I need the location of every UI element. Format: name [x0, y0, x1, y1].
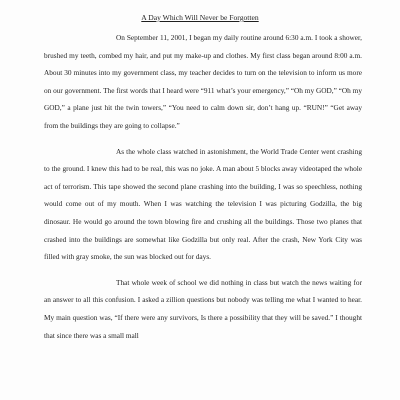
paragraph-1: On September 11, 2001, I began my daily routine around 6:30 a.m. I took a shower, brushed my teeth, combed my hair, and put my make-up and clothes. My first class began around 8:00 a.m. About 30 minutes into my government class, my teacher decides to turn on the television to inform us more on our government. The first words that I heard were “911 what’s your emergency,” “Oh my GOD,” “Oh my GOD,” a plane just hit the twin towers,” “You need to calm down sir, don’t hang up. “RUN!” “Get away from the buildings they are going to collapse.”	[44, 33, 362, 130]
document-title-text: A Day Which Will Never be Forgotten	[141, 13, 259, 22]
paragraph-3: That whole week of school we did nothing in class but watch the news waiting for an answer to all this confusion. I asked a zillion questions but nobody was telling me what I wanted to hear. My main question was, “If there were any survivors, Is there a possibility that they will be saved.” I thought that since there was a small mall	[44, 277, 362, 340]
paragraph-2: As the whole class watched in astonishment, the World Trade Center went crashing to the ground. I knew this had to be real, this was no joke. A man about 5 blocks away videotaped the whole act of terrorism. This tape showed the second plane crashing into the building, I was so speechless, nothing would come out of my mouth. When I was watching the television I was picturing Godzilla, the big dinosaur. He would go around the town blowing fire and crushing all the buildings. Those two planes that crashed into the buildings are somewhat like Godzilla but only real. After the crash, New York City was filled with gray smoke, the sun was blocked out for days.	[44, 146, 362, 262]
document-body	[44, 29, 362, 344]
document-title	[0, 13, 400, 23]
